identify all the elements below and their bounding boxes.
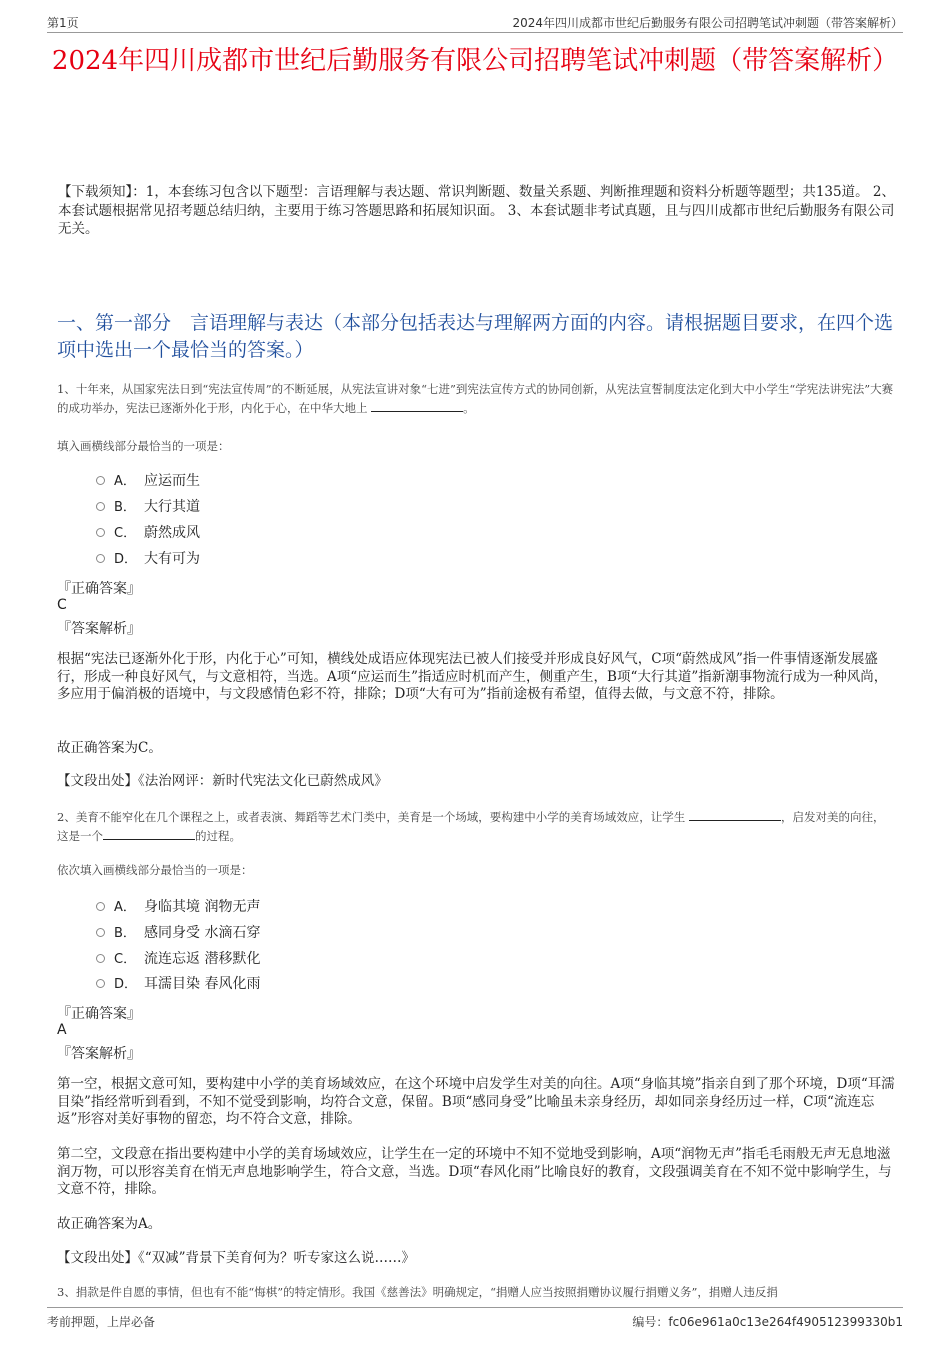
question-1-text: 1、十年来，从国家宪法日到“宪法宣传周”的不断延展，从宪法宣讲对象“七进”到宪法宣传方式的协同创新，从宪法宣誓制度法定化到大中小学生“学宪法讲宪法”大赛的成功举办，宪法已逐渐外化于形，内化于心，在中华大地上 。 bbox=[57, 382, 894, 415]
header-doc-title: 2024年四川成都市世纪后勤服务有限公司招聘笔试冲刺题（带答案解析） bbox=[512, 16, 903, 30]
radio-icon[interactable] bbox=[96, 979, 105, 988]
answer-blank bbox=[103, 827, 195, 840]
question-1-prompt: 填入画横线部分最恰当的一项是： bbox=[57, 439, 230, 453]
q2-source: 【文段出处】《“双减”背景下美育何为？听专家这么说……》 bbox=[57, 1250, 416, 1266]
page-header bbox=[47, 12, 903, 30]
answer-blank bbox=[689, 808, 781, 821]
q2-conclusion: 故正确答案为A。 bbox=[57, 1216, 162, 1232]
question-2-prompt: 依次填入画横线部分最恰当的一项是： bbox=[57, 863, 253, 877]
q2-option-a[interactable]: A． 身临其境 润物无声 bbox=[96, 897, 260, 917]
footer-slogan: 考前押题，上岸必备 bbox=[47, 1315, 156, 1329]
q2-analysis-2: 第二空，文段意在指出要构建中小学的美育场域效应，让学生在一定的环境中不知不觉地受到影响，A项“润物无声”指毛毛雨般无声无息地滋润万物，可以形容美育在悄无声息地影响学生，符合文意，当选。D项“春风化雨”比喻良好的教育，文段强调美育在不知不觉中影响学生，与文意不符，排除。 bbox=[57, 1146, 892, 1197]
radio-icon[interactable] bbox=[96, 554, 105, 563]
q1-analysis-label: 『答案解析』 bbox=[57, 621, 141, 637]
q1-source: 【文段出处】《法治网评：新时代宪法文化已蔚然成风》 bbox=[57, 773, 388, 789]
radio-icon[interactable] bbox=[96, 954, 105, 963]
radio-icon[interactable] bbox=[96, 902, 105, 911]
radio-icon[interactable] bbox=[96, 502, 105, 511]
q1-option-d[interactable]: D． 大有可为 bbox=[96, 549, 200, 569]
q1-option-b[interactable]: B． 大行其道 bbox=[96, 497, 200, 517]
footer-divider bbox=[47, 1307, 903, 1308]
q2-analysis-1: 第一空，根据文意可知，要构建中小学的美育场域效应，在这个环境中启发学生对美的向往。A项“身临其境”指亲自到了那个环境，D项“耳濡目染”指经常听到看到，不知不觉受到影响，均符合文意，保留。B项“感同身受”比喻虽未亲身经历，却如同亲身经历过一样，C项“流连忘返”形容对美好事物的留恋，均不符合文意，排除。 bbox=[57, 1076, 895, 1127]
q1-conclusion: 故正确答案为C。 bbox=[57, 740, 162, 756]
question-3-text: 3、捐款是件自愿的事情，但也有不能“悔棋”的特定情形。我国《慈善法》明确规定，“捐赠人应当按照捐赠协议履行捐赠义务”，捐赠人违反捐 bbox=[57, 1285, 778, 1299]
radio-icon[interactable] bbox=[96, 476, 105, 485]
footer-serial: 编号：fc06e961a0c13e264f490512399330b1 bbox=[632, 1315, 903, 1329]
q2-analysis-label: 『答案解析』 bbox=[57, 1046, 141, 1062]
radio-icon[interactable] bbox=[96, 928, 105, 937]
q2-option-c[interactable]: C． 流连忘返 潜移默化 bbox=[96, 949, 260, 969]
q1-option-a[interactable]: A． 应运而生 bbox=[96, 471, 200, 491]
q1-correct-label: 『正确答案』 bbox=[57, 581, 141, 597]
q1-answer: C bbox=[57, 597, 67, 613]
q2-correct-label: 『正确答案』 bbox=[57, 1006, 141, 1022]
radio-icon[interactable] bbox=[96, 528, 105, 537]
q2-option-b[interactable]: B． 感同身受 水滴石穿 bbox=[96, 923, 260, 943]
answer-blank bbox=[371, 399, 463, 412]
question-2-text: 2、美育不能窄化在几个课程之上，或者表演、舞蹈等艺术门类中，美育是一个场域，要构建中小学的美育场域效应，让学生 ，启发对美的向往，这是一个 的过程。 bbox=[57, 810, 885, 843]
download-notice: 【下载须知】：1，本套练习包含以下题型：言语理解与表达题、常识判断题、数量关系题、判断推理题和资料分析题等题型；共135道。 2、本套试题根据常见招考题总结归纳，主要用于练习答题思路和拓展知识面。 3、本套试题非考试真题，且与四川成都市世纪后勤服务有限公司无关。 bbox=[58, 184, 895, 237]
section-heading: 一、第一部分 言语理解与表达（本部分包括表达与理解两方面的内容。请根据题目要求，在四个选项中选出一个最恰当的答案。） bbox=[57, 312, 894, 361]
header-divider bbox=[47, 32, 903, 33]
q2-answer: A bbox=[57, 1022, 67, 1038]
page-number: 第1页 bbox=[47, 16, 79, 30]
q2-option-d[interactable]: D． 耳濡目染 春风化雨 bbox=[96, 974, 260, 994]
q1-option-c[interactable]: C． 蔚然成风 bbox=[96, 523, 200, 543]
page-title: 2024年四川成都市世纪后勤服务有限公司招聘笔试冲刺题（带答案解析） bbox=[51, 46, 899, 76]
q1-analysis: 根据“宪法已逐渐外化于形，内化于心”可知，横线处成语应体现宪法已被人们接受并形成良好风气，C项“蔚然成风”指一件事情逐渐发展盛行，形成一种良好风气，与文意相符，当选。A项“应运而生”指适应时机而产生，侧重产生，B项“大行其道”指新潮事物流行成为一种风尚，多应用于偏消极的语境中，与文段感情色彩不符，排除；D项“大有可为”指前途极有希望，值得去做，与文意不符，排除。 bbox=[57, 651, 888, 702]
